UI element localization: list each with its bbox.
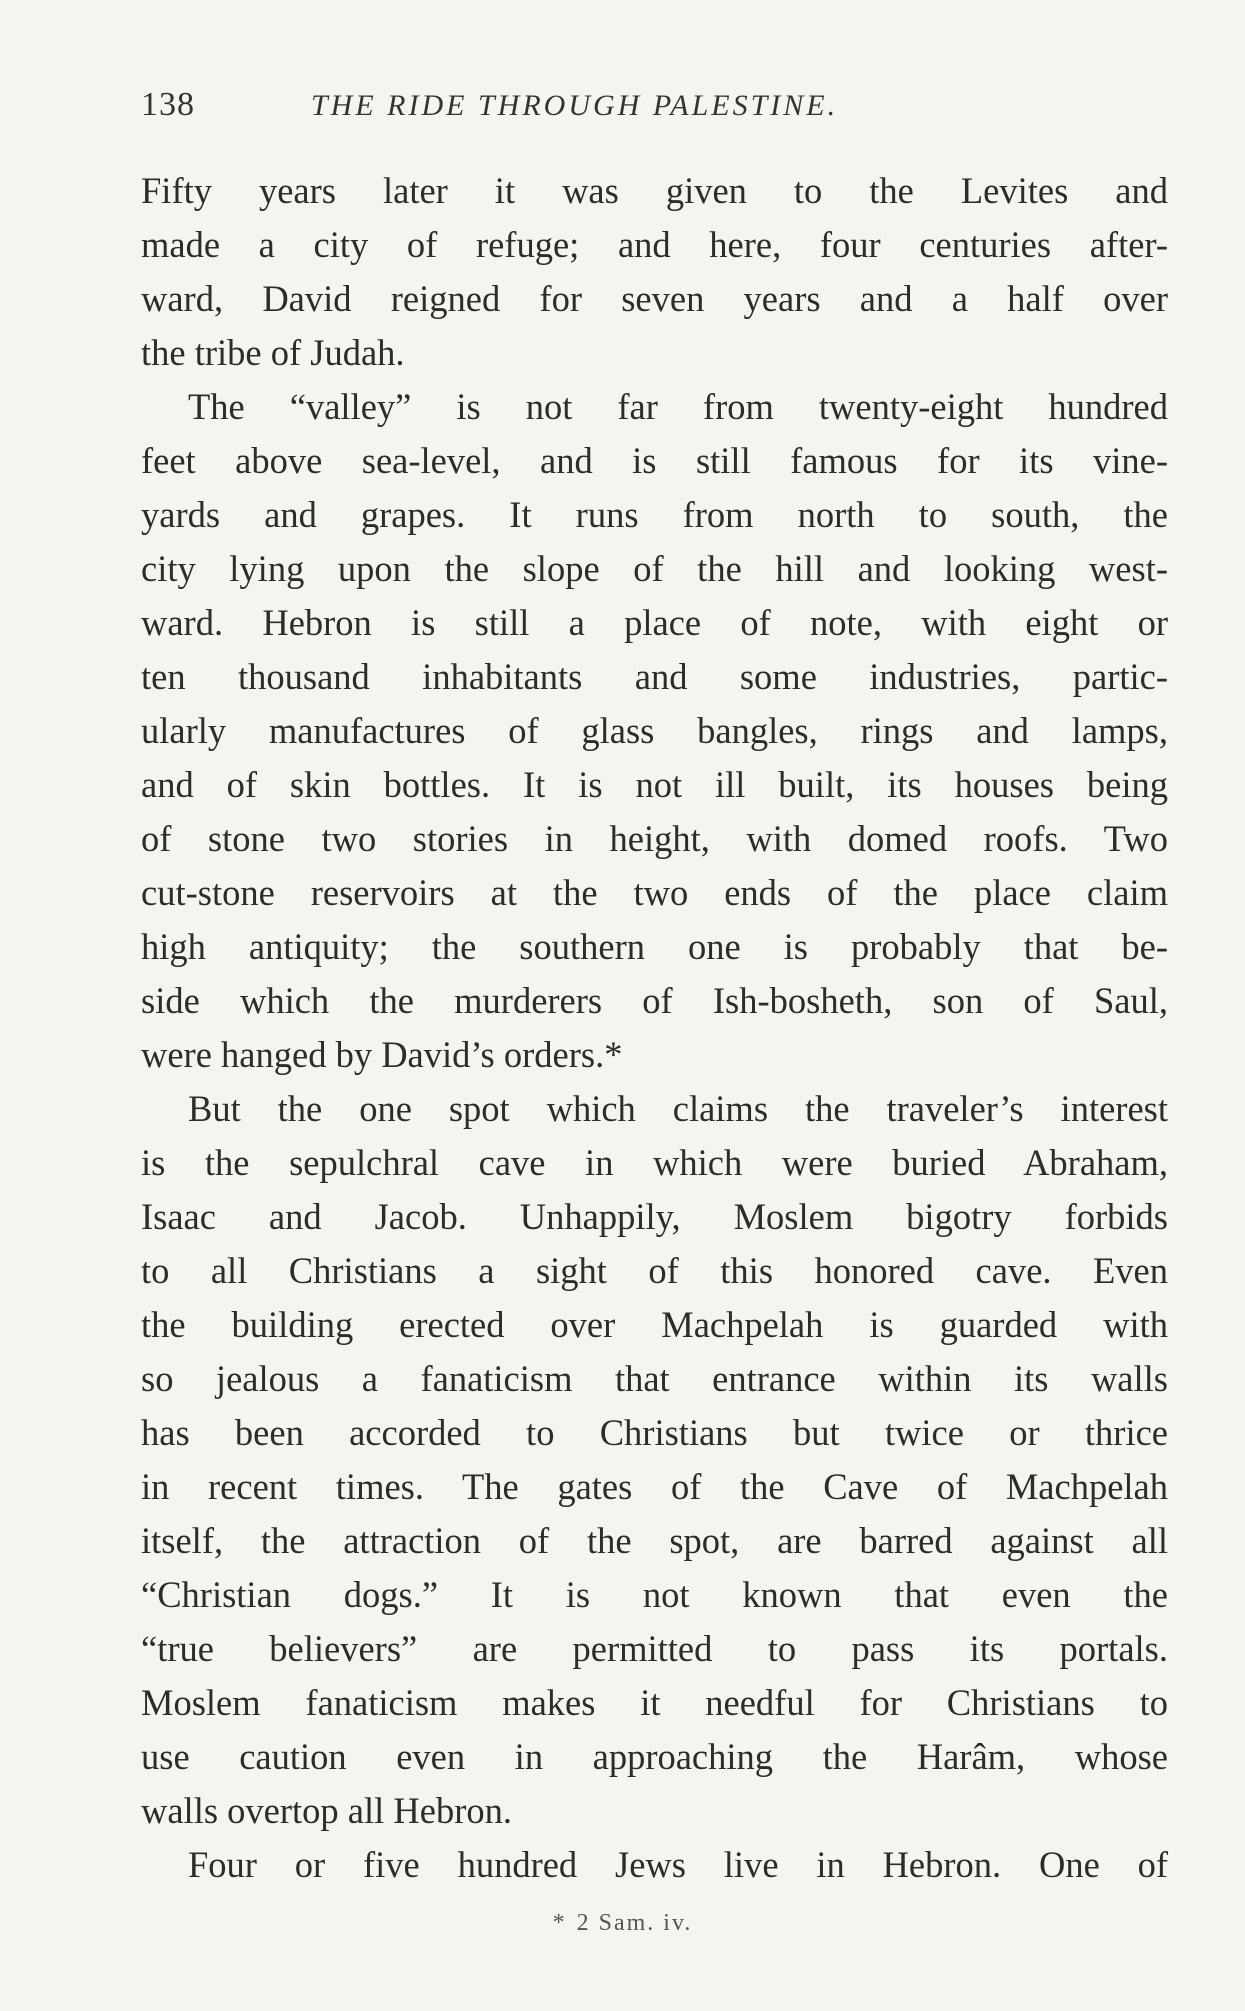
footnote-reference: 2 Sam. iv. — [576, 1910, 693, 1936]
page-header — [141, 86, 1161, 136]
text-line: ularly manufactures of glass bangles, rings and lamps, — [141, 710, 1168, 751]
text-line: walls overtop all Hebron. — [141, 1790, 512, 1831]
page-number: 138 — [141, 86, 195, 123]
text-line: use caution even in approaching the Harâm, whose — [141, 1736, 1168, 1777]
text-line: ward. Hebron is still a place of note, with eight or — [141, 602, 1168, 643]
text-line: Isaac and Jacob. Unhappily, Moslem bigotry forbids — [141, 1196, 1168, 1237]
footnote-marker: * — [552, 1910, 567, 1936]
footnote — [0, 1910, 1245, 1937]
text-line: made a city of refuge; and here, four centuries after- — [141, 224, 1168, 265]
text-line: But the one spot which claims the traveler’s interest — [188, 1088, 1168, 1129]
text-line: to all Christians a sight of this honored cave. Even — [141, 1250, 1168, 1291]
text-line: the building erected over Machpelah is guarded with — [141, 1304, 1168, 1345]
text-line: the tribe of Judah. — [141, 332, 405, 373]
text-line: high antiquity; the southern one is probably that be- — [141, 926, 1168, 967]
text-line: side which the murderers of Ish-bosheth, son of Saul, — [141, 980, 1168, 1021]
text-line: Moslem fanaticism makes it needful for Christians to — [141, 1682, 1168, 1723]
text-line: were hanged by David’s orders.* — [141, 1034, 623, 1075]
text-line: cut-stone reservoirs at the two ends of the place claim — [141, 872, 1168, 913]
text-line: has been accorded to Christians but twice or thrice — [141, 1412, 1168, 1453]
body-text — [141, 164, 1168, 1892]
text-line: The “valley” is not far from twenty-eight hundred — [188, 386, 1168, 427]
text-line: feet above sea-level, and is still famous for its vine- — [141, 440, 1168, 481]
text-line: Four or five hundred Jews live in Hebron. One of — [188, 1844, 1168, 1885]
text-line: Fifty years later it was given to the Levites and — [141, 170, 1168, 211]
text-line: itself, the attraction of the spot, are barred against all — [141, 1520, 1168, 1561]
text-line: of stone two stories in height, with domed roofs. Two — [141, 818, 1168, 859]
text-line: city lying upon the slope of the hill and looking west- — [141, 548, 1168, 589]
text-line: so jealous a fanaticism that entrance within its walls — [141, 1358, 1168, 1399]
text-line: ward, David reigned for seven years and a half over — [141, 278, 1168, 319]
text-line: yards and grapes. It runs from north to south, the — [141, 494, 1168, 535]
text-line: “Christian dogs.” It is not known that even the — [141, 1574, 1168, 1615]
text-line: “true believers” are permitted to pass its portals. — [141, 1628, 1168, 1669]
running-head: THE RIDE THROUGH PALESTINE. — [311, 89, 839, 122]
text-line: is the sepulchral cave in which were buried Abraham, — [141, 1142, 1168, 1183]
text-line: and of skin bottles. It is not ill built, its houses being — [141, 764, 1168, 805]
text-line: in recent times. The gates of the Cave of Machpelah — [141, 1466, 1168, 1507]
text-line: ten thousand inhabitants and some industries, partic- — [141, 656, 1168, 697]
